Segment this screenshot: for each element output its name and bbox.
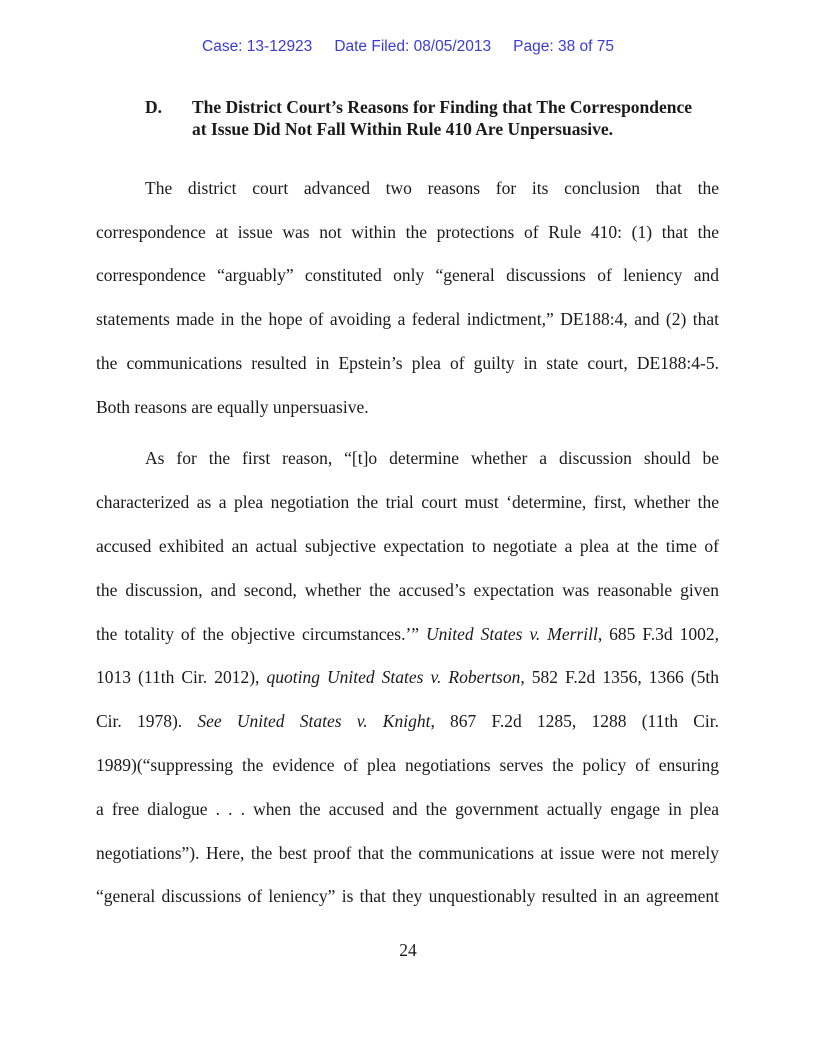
paragraph-line: a free dialogue . . . when the accused and the government actually engage in plea: [96, 799, 719, 819]
case-citation: United States v. Merrill: [426, 624, 598, 644]
text-run: , 685 F.3d 1002,: [597, 624, 719, 644]
paragraph-line: The district court advanced two reasons for its conclusion that the: [145, 178, 719, 198]
section-letter: D.: [145, 97, 163, 117]
case-citation: quoting United States v. Robertson: [266, 667, 521, 687]
paragraph-line: 1989)(“suppressing the evidence of plea negotiations serves the policy of ensuring: [96, 755, 719, 775]
paragraph-line: the communications resulted in Epstein’s plea of guilty in state court, DE188:4-5.: [96, 353, 719, 373]
paragraph-line: [96, 623, 719, 645]
case-number: Case: 13-12923: [202, 38, 313, 55]
paragraph-line: negotiations”). Here, the best proof that the communications at issue were not merely: [96, 843, 719, 863]
text-run: , 867 F.2d 1285, 1288 (11th Cir.: [430, 711, 719, 731]
paragraph-line: statements made in the hope of avoiding a federal indictment,” DE188:4, and (2) that: [96, 309, 719, 329]
case-header: [0, 38, 816, 56]
paragraph-line: characterized as a plea negotiation the trial court must ‘determine, first, whether the: [96, 492, 719, 512]
section-title: [192, 96, 727, 140]
section-title-line: The District Court’s Reasons for Finding that The Correspondence: [192, 97, 693, 117]
section-title-line: at Issue Did Not Fall Within Rule 410 Are Unpersuasive.: [192, 119, 614, 139]
paragraph-line: “general discussions of leniency” is that they unquestionably resulted in an agreement: [96, 886, 719, 906]
paragraph-line: correspondence at issue was not within the protections of Rule 410: (1) that the: [96, 222, 719, 242]
text-run: Cir. 1978).: [96, 711, 183, 731]
text-run: 1013 (11th Cir. 2012),: [96, 667, 260, 687]
case-citation: See United States v. Knight: [197, 711, 431, 731]
paragraph-line: Both reasons are equally unpersuasive.: [96, 397, 369, 417]
text-run: , 582 F.2d 1356, 1366 (5th: [520, 667, 720, 687]
date-filed: Date Filed: 08/05/2013: [334, 38, 492, 55]
paragraph-line: the discussion, and second, whether the accused’s expectation was reasonable given: [96, 580, 719, 600]
paragraph-line: [96, 710, 719, 732]
paragraph-line: accused exhibited an actual subjective expectation to negotiate a plea at the time of: [96, 536, 719, 556]
page-number: 24: [399, 940, 417, 960]
paragraph-line: As for the first reason, “[t]o determine whether a discussion should be: [145, 448, 719, 468]
text-run: the totality of the objective circumstances.’”: [96, 624, 420, 644]
page-count: Page: 38 of 75: [513, 38, 614, 55]
paragraph-line: correspondence “arguably” constituted only “general discussions of leniency and: [96, 265, 719, 285]
paragraph-line: [96, 666, 719, 688]
